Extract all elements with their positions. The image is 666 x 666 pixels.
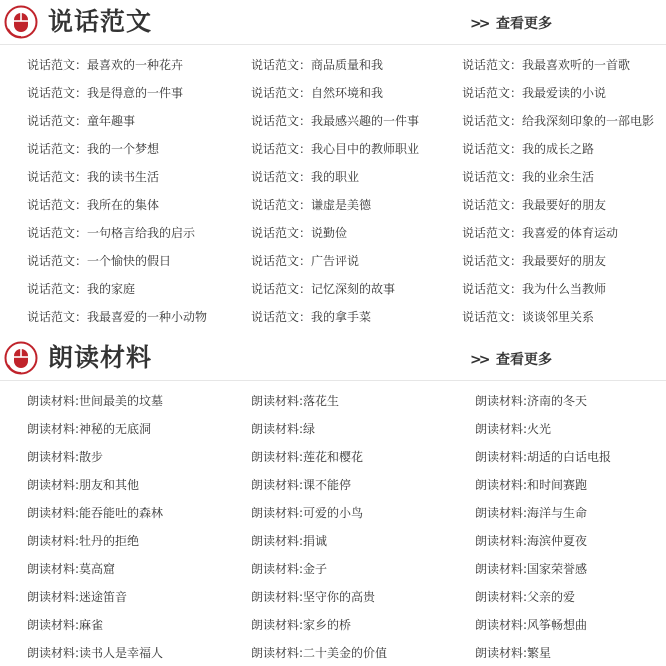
view-more-link[interactable]	[470, 14, 552, 34]
article-link[interactable]: 朗读材料:可爱的小鸟	[251, 506, 364, 520]
article-link[interactable]: 朗读材料:散步	[27, 450, 104, 464]
article-link[interactable]: 朗读材料:牡丹的拒绝	[27, 534, 140, 548]
article-link[interactable]: 朗读材料:海滨仲夏夜	[475, 534, 588, 548]
article-link[interactable]: 朗读材料:莲花和樱花	[251, 450, 364, 464]
article-link[interactable]: 说话范文：自然环境和我	[251, 86, 384, 100]
article-link[interactable]: 说话范文：我最要好的朋友	[462, 198, 607, 212]
article-link[interactable]: 说话范文：一个愉快的假日	[27, 254, 172, 268]
article-link[interactable]: 说话范文：童年趣事	[27, 114, 136, 128]
article-link[interactable]: 说话范文：我的读书生活	[27, 170, 160, 184]
article-link[interactable]: 朗读材料:落花生	[251, 394, 340, 408]
article-link[interactable]: 朗读材料:二十美金的价值	[251, 646, 388, 660]
article-link[interactable]: 说话范文：我最喜欢听的一首歌	[462, 58, 631, 72]
article-link[interactable]: 说话范文：我是得意的一件事	[27, 86, 184, 100]
article-link[interactable]: 说话范文：我所在的集体	[27, 198, 160, 212]
article-link[interactable]: 朗读材料:风筝畅想曲	[475, 618, 588, 632]
section-title: 朗读材料	[48, 343, 153, 372]
article-link[interactable]: 说话范文：给我深刻印象的一部电影	[462, 114, 655, 128]
article-link[interactable]: 朗读材料:和时间赛跑	[475, 478, 588, 492]
mouse-logo-icon	[4, 5, 38, 39]
article-link[interactable]: 朗读材料:海洋与生命	[475, 506, 588, 520]
article-link[interactable]: 朗读材料:胡适的白话电报	[475, 450, 612, 464]
article-link[interactable]: 说话范文：记忆深刻的故事	[251, 282, 396, 296]
article-link[interactable]: 朗读材料:能吞能吐的森林	[27, 506, 164, 520]
article-link[interactable]: 朗读材料:朋友和其他	[27, 478, 140, 492]
article-link[interactable]: 说话范文：最喜欢的一种花卉	[27, 58, 184, 72]
article-link[interactable]: 说话范文：谈谈邻里关系	[462, 310, 595, 324]
article-link[interactable]: 朗读材料:绿	[251, 422, 316, 436]
article-link[interactable]: 说话范文：我最感兴趣的一件事	[251, 114, 420, 128]
article-link[interactable]: 朗读材料:课不能停	[251, 478, 352, 492]
article-link[interactable]: 说话范文：一句格言给我的启示	[27, 226, 196, 240]
mouse-logo-icon	[4, 341, 38, 375]
article-link[interactable]: 朗读材料:家乡的桥	[251, 618, 352, 632]
article-link[interactable]: 朗读材料:神秘的无底洞	[27, 422, 152, 436]
article-link[interactable]: 朗读材料:国家荣誉感	[475, 562, 588, 576]
article-link[interactable]: 朗读材料:济南的冬天	[475, 394, 588, 408]
article-link[interactable]: 说话范文：我最要好的朋友	[462, 254, 607, 268]
article-link[interactable]: 朗读材料:繁星	[475, 646, 552, 660]
double-chevron-right-icon: >>	[470, 352, 488, 368]
article-link[interactable]: 朗读材料:世间最美的坟墓	[27, 394, 164, 408]
article-link[interactable]: 说话范文：我的职业	[251, 170, 360, 184]
article-link[interactable]: 说话范文：我心目中的教师职业	[251, 142, 420, 156]
article-link[interactable]: 说话范文：谦虚是美德	[251, 198, 372, 212]
article-link[interactable]: 说话范文：我的家庭	[27, 282, 136, 296]
article-link[interactable]: 朗读材料:火光	[475, 422, 552, 436]
article-link[interactable]: 说话范文：我的成长之路	[462, 142, 595, 156]
section-title: 说话范文	[48, 7, 153, 36]
view-more-label: 查看更多	[496, 352, 552, 368]
article-link[interactable]: 朗读材料:金子	[251, 562, 328, 576]
article-link[interactable]: 说话范文：我喜爱的体育运动	[462, 226, 619, 240]
article-link[interactable]: 朗读材料:迷途笛音	[27, 590, 128, 604]
double-chevron-right-icon: >>	[470, 16, 488, 32]
section-header	[0, 336, 666, 381]
article-link[interactable]: 说话范文：我为什么当教师	[462, 282, 607, 296]
article-link[interactable]: 说话范文：我的一个梦想	[27, 142, 160, 156]
section-reading-materials	[0, 336, 666, 666]
article-link[interactable]: 朗读材料:莫高窟	[27, 562, 116, 576]
article-link[interactable]: 说话范文：广告评说	[251, 254, 360, 268]
article-link[interactable]: 说话范文：我的拿手菜	[251, 310, 372, 324]
article-link[interactable]: 朗读材料:父亲的爱	[475, 590, 576, 604]
article-link[interactable]: 说话范文：我最喜爱的一种小动物	[27, 310, 208, 324]
article-link[interactable]: 说话范文：我的业余生活	[462, 170, 595, 184]
article-link[interactable]: 说话范文：说勤俭	[251, 226, 348, 240]
article-link[interactable]: 朗读材料:麻雀	[27, 618, 104, 632]
article-link[interactable]: 朗读材料:捐诚	[251, 534, 328, 548]
article-link[interactable]: 说话范文：我最爱读的小说	[462, 86, 607, 100]
article-link[interactable]: 朗读材料:坚守你的高贵	[251, 590, 376, 604]
article-link[interactable]: 说话范文：商品质量和我	[251, 58, 384, 72]
view-more-link[interactable]	[470, 350, 552, 370]
section-header	[0, 0, 666, 45]
article-link[interactable]: 朗读材料:读书人是幸福人	[27, 646, 164, 660]
view-more-label: 查看更多	[496, 16, 552, 32]
